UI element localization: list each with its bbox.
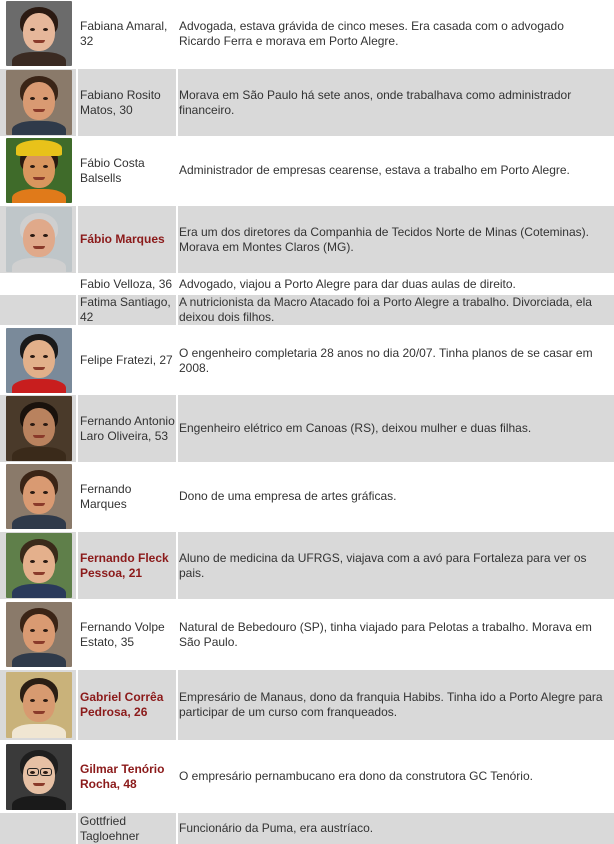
list-item: [0, 463, 614, 530]
man-portrait-icon: [6, 70, 72, 135]
person-description: Advogada, estava grávida de cinco meses. Era casada com o advogado Ricardo Ferra e morava em Porto Alegre.: [179, 18, 564, 48]
man-cap-portrait-icon: [6, 138, 72, 203]
person-name: Fatima Santiago, 42: [80, 295, 171, 324]
description-cell: [178, 0, 614, 67]
person-description: Funcionário da Puma, era austríaco.: [179, 821, 374, 835]
name-cell: [78, 395, 177, 462]
list-item: [0, 0, 614, 67]
person-description: Natural de Bebedouro (SP), tinha viajado para Pelotas a trabalho. Morava em São Paulo.: [179, 619, 592, 649]
list-item: [0, 532, 614, 599]
list-item: [0, 275, 614, 293]
photo-cell: [0, 463, 77, 530]
person-description: O empresário pernambucano era dono da construtora GC Tenório.: [179, 769, 533, 783]
person-name: Gottfried Tagloehner: [80, 813, 140, 843]
person-description: A nutricionista da Macro Atacado foi a Porto Alegre a trabalho. Divorciada, ela deixou dois filhos.: [179, 295, 592, 324]
photo-cell: [0, 69, 77, 136]
man-portrait-icon: [6, 602, 72, 667]
list-item: [0, 206, 614, 273]
man-portrait-icon: [6, 464, 72, 529]
person-description: Empresário de Manaus, dono da franquia Habibs. Tinha ido a Porto Alegre para participar de um curso com franqueados.: [179, 690, 603, 719]
list-item: [0, 69, 614, 136]
list-item: [0, 137, 614, 204]
description-cell: [178, 327, 614, 394]
description-cell: [178, 295, 614, 325]
person-description: O engenheiro completaria 28 anos no dia 20/07. Tinha planos de se casar em 2008.: [179, 345, 593, 375]
photo-cell: [0, 670, 77, 740]
list-item: [0, 813, 614, 844]
description-cell: [178, 69, 614, 136]
name-cell[interactable]: [78, 670, 177, 740]
name-cell: [78, 69, 177, 136]
person-name: Fabiana Amaral, 32: [80, 18, 168, 48]
person-description: Engenheiro elétrico em Canoas (RS), deixou mulher e duas filhas.: [179, 421, 532, 435]
description-cell: [178, 813, 614, 844]
person-name-link[interactable]: Fábio Marques: [80, 232, 165, 246]
person-name: Fernando Volpe Estato, 35: [80, 619, 165, 649]
description-cell: [178, 670, 614, 740]
photo-cell: [0, 395, 77, 462]
photo-cell: [0, 206, 77, 273]
list-item: [0, 742, 614, 811]
list-item: [0, 601, 614, 668]
description-cell: [178, 206, 614, 273]
photo-cell: [0, 295, 77, 325]
man-glasses-portrait-icon: [6, 744, 72, 810]
person-name: Fernando Antonio Laro Oliveira, 53: [80, 413, 175, 443]
photo-cell: [0, 137, 77, 204]
list-item: [0, 327, 614, 394]
photo-cell: [0, 275, 77, 293]
description-cell: [178, 137, 614, 204]
person-name: Fabiano Rosito Matos, 30: [80, 87, 161, 117]
name-cell: [78, 601, 177, 668]
name-cell: [78, 327, 177, 394]
person-description: Morava em São Paulo há sete anos, onde trabalhava como administrador financeiro.: [179, 87, 572, 117]
description-cell: [178, 532, 614, 599]
name-cell: [78, 463, 177, 530]
name-cell: [78, 295, 177, 325]
person-name: Fábio Costa Balsells: [80, 155, 145, 185]
bearded-man-portrait-icon: [6, 396, 72, 461]
list-item: [0, 295, 614, 325]
description-cell: [178, 601, 614, 668]
older-man-portrait-icon: [6, 207, 72, 272]
name-cell: [78, 813, 177, 844]
photo-cell: [0, 813, 77, 844]
description-cell: [178, 463, 614, 530]
man-red-shirt-portrait-icon: [6, 328, 72, 393]
name-cell: [78, 0, 177, 67]
person-name-link[interactable]: Gilmar Tenório Rocha, 48: [80, 761, 165, 791]
person-name-link[interactable]: Gabriel Corrêa Pedrosa, 26: [80, 690, 164, 719]
photo-cell: [0, 601, 77, 668]
name-cell[interactable]: [78, 532, 177, 599]
person-name: Fernando Marques: [80, 481, 132, 511]
description-cell: [178, 275, 614, 293]
photo-cell: [0, 327, 77, 394]
photo-cell: [0, 0, 77, 67]
name-cell: [78, 275, 177, 293]
person-description: Aluno de medicina da UFRGS, viajava com a avó para Fortaleza para ver os pais.: [179, 550, 587, 580]
person-description: Dono de uma empresa de artes gráficas.: [179, 489, 397, 503]
photo-cell: [0, 532, 77, 599]
name-cell[interactable]: [78, 206, 177, 273]
person-name-link[interactable]: Fernando Fleck Pessoa, 21: [80, 550, 169, 580]
person-name: Fabio Velloza, 36: [80, 276, 173, 291]
person-name: Felipe Fratezi, 27: [80, 353, 173, 367]
person-description: Administrador de empresas cearense, estava a trabalho em Porto Alegre.: [179, 163, 570, 177]
list-item: [0, 670, 614, 740]
young-man-portrait-icon: [6, 533, 72, 598]
name-cell[interactable]: [78, 742, 177, 811]
shaved-man-portrait-icon: [6, 672, 72, 738]
person-description: Advogado, viajou a Porto Alegre para dar duas aulas de direito.: [179, 276, 516, 291]
description-cell: [178, 742, 614, 811]
list-item: [0, 395, 614, 462]
description-cell: [178, 395, 614, 462]
woman-portrait-icon: [6, 1, 72, 66]
name-cell: [78, 137, 177, 204]
person-description: Era um dos diretores da Companhia de Tecidos Norte de Minas (Coteminas). Morava em Montes Claros (MG).: [179, 224, 589, 254]
photo-cell: [0, 742, 77, 811]
